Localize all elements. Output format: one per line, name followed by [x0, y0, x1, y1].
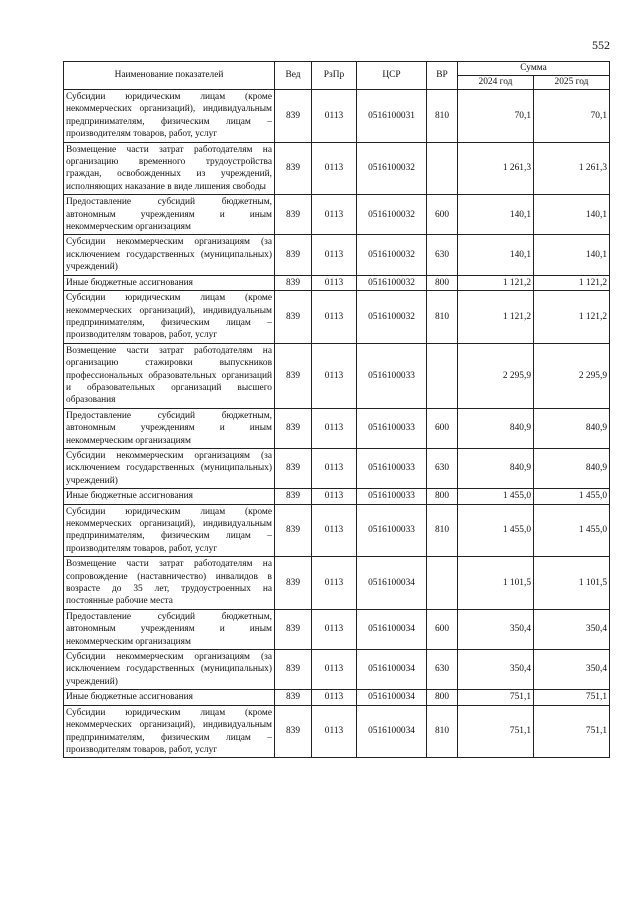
table-row — [64, 705, 610, 758]
cell-ved: 839 — [275, 557, 312, 610]
cell-sum-2025: 1 455,0 — [534, 504, 610, 557]
cell-vr: 800 — [427, 275, 458, 290]
cell-name: Субсидии некоммерческим организациям (за исключением государственных (муниципальных) учреждений) — [64, 650, 275, 690]
cell-csr: 0516100033 — [357, 489, 427, 504]
cell-sum-2025: 1 121,2 — [534, 291, 610, 344]
table-row — [64, 489, 610, 504]
cell-csr: 0516100033 — [357, 343, 427, 408]
cell-sum-2025: 840,9 — [534, 408, 610, 448]
cell-sum-2024: 2 295,9 — [458, 343, 534, 408]
cell-csr: 0516100034 — [357, 690, 427, 705]
cell-ved: 839 — [275, 489, 312, 504]
cell-rzpr: 0113 — [312, 291, 357, 344]
cell-name: Возмещение части затрат работодателям на организацию временного трудоустройства граждан, освобожденных из учреждений, исполняющих наказание в виде лишения свободы — [64, 142, 275, 195]
cell-ved: 839 — [275, 343, 312, 408]
cell-ved: 839 — [275, 690, 312, 705]
header-name: Наименование показателей — [64, 62, 275, 90]
cell-rzpr: 0113 — [312, 142, 357, 195]
cell-sum-2024: 1 121,2 — [458, 275, 534, 290]
cell-ved: 839 — [275, 90, 312, 143]
cell-ved: 839 — [275, 275, 312, 290]
cell-rzpr: 0113 — [312, 705, 357, 758]
cell-name: Субсидии некоммерческим организациям (за исключением государственных (муниципальных) учреждений) — [64, 235, 275, 275]
cell-name: Иные бюджетные ассигнования — [64, 275, 275, 290]
cell-name: Предоставление субсидий бюджетным, автономным учреждениям и иным некоммерческим организациям — [64, 609, 275, 649]
cell-csr: 0516100034 — [357, 557, 427, 610]
table-row — [64, 609, 610, 649]
table-row — [64, 448, 610, 488]
cell-sum-2024: 70,1 — [458, 90, 534, 143]
header-year-2025: 2025 год — [534, 76, 610, 90]
cell-sum-2025: 70,1 — [534, 90, 610, 143]
header-vr: ВР — [427, 62, 458, 90]
cell-vr: 630 — [427, 448, 458, 488]
table-header — [64, 62, 610, 90]
header-ved: Вед — [275, 62, 312, 90]
cell-rzpr: 0113 — [312, 557, 357, 610]
table-row — [64, 408, 610, 448]
cell-vr: 810 — [427, 291, 458, 344]
cell-sum-2025: 350,4 — [534, 609, 610, 649]
cell-vr: 810 — [427, 705, 458, 758]
cell-sum-2024: 1 121,2 — [458, 291, 534, 344]
cell-sum-2024: 350,4 — [458, 609, 534, 649]
cell-rzpr: 0113 — [312, 408, 357, 448]
cell-vr — [427, 557, 458, 610]
cell-csr: 0516100032 — [357, 195, 427, 235]
cell-csr: 0516100033 — [357, 448, 427, 488]
cell-ved: 839 — [275, 195, 312, 235]
cell-rzpr: 0113 — [312, 195, 357, 235]
cell-sum-2024: 1 101,5 — [458, 557, 534, 610]
cell-csr: 0516100032 — [357, 291, 427, 344]
cell-vr — [427, 343, 458, 408]
cell-name: Возмещение части затрат работодателям на сопровождение (наставничество) инвалидов в возрасте до 35 лет, трудоустроенных на постоянные рабочие места — [64, 557, 275, 610]
table-row — [64, 142, 610, 195]
cell-name: Предоставление субсидий бюджетным, автономным учреждениям и иным некоммерческим организациям — [64, 408, 275, 448]
cell-sum-2024: 751,1 — [458, 690, 534, 705]
table-row — [64, 291, 610, 344]
table-row — [64, 195, 610, 235]
cell-vr: 630 — [427, 650, 458, 690]
cell-rzpr: 0113 — [312, 504, 357, 557]
cell-rzpr: 0113 — [312, 609, 357, 649]
cell-ved: 839 — [275, 609, 312, 649]
cell-sum-2024: 751,1 — [458, 705, 534, 758]
cell-sum-2024: 140,1 — [458, 195, 534, 235]
cell-csr: 0516100034 — [357, 705, 427, 758]
cell-name: Возмещение части затрат работодателям на организацию стажировки выпускников профессиональных образовательных организаций и образовательных организаций высшего образования — [64, 343, 275, 408]
cell-sum-2025: 1 455,0 — [534, 489, 610, 504]
cell-sum-2024: 1 261,3 — [458, 142, 534, 195]
cell-csr: 0516100032 — [357, 142, 427, 195]
header-year-2024: 2024 год — [458, 76, 534, 90]
cell-vr — [427, 142, 458, 195]
cell-ved: 839 — [275, 504, 312, 557]
cell-rzpr: 0113 — [312, 275, 357, 290]
cell-sum-2024: 350,4 — [458, 650, 534, 690]
cell-vr: 600 — [427, 609, 458, 649]
cell-sum-2025: 1 121,2 — [534, 275, 610, 290]
budget-table — [63, 61, 610, 758]
table-row — [64, 557, 610, 610]
cell-rzpr: 0113 — [312, 235, 357, 275]
cell-ved: 839 — [275, 235, 312, 275]
cell-sum-2025: 1 101,5 — [534, 557, 610, 610]
cell-ved: 839 — [275, 705, 312, 758]
cell-name: Предоставление субсидий бюджетным, автономным учреждениям и иным некоммерческим организациям — [64, 195, 275, 235]
cell-sum-2024: 1 455,0 — [458, 489, 534, 504]
header-csr: ЦСР — [357, 62, 427, 90]
cell-name: Субсидии юридическим лицам (кроме некоммерческих организаций), индивидуальным предпринимателям, физическим лицам – производителям товаров, работ, услуг — [64, 90, 275, 143]
cell-ved: 839 — [275, 650, 312, 690]
cell-csr: 0516100034 — [357, 609, 427, 649]
table-body — [64, 90, 610, 758]
cell-sum-2025: 751,1 — [534, 690, 610, 705]
cell-csr: 0516100033 — [357, 408, 427, 448]
table-row — [64, 690, 610, 705]
cell-csr: 0516100033 — [357, 504, 427, 557]
cell-name: Субсидии юридическим лицам (кроме некоммерческих организаций), индивидуальным предпринимателям, физическим лицам – производителям товаров, работ, услуг — [64, 504, 275, 557]
cell-vr: 600 — [427, 408, 458, 448]
cell-sum-2025: 350,4 — [534, 650, 610, 690]
table-row — [64, 504, 610, 557]
table-row — [64, 235, 610, 275]
cell-ved: 839 — [275, 291, 312, 344]
cell-sum-2025: 140,1 — [534, 235, 610, 275]
header-sum: Сумма — [458, 62, 610, 76]
cell-name: Иные бюджетные ассигнования — [64, 690, 275, 705]
cell-vr: 630 — [427, 235, 458, 275]
cell-ved: 839 — [275, 408, 312, 448]
cell-name: Субсидии юридическим лицам (кроме некоммерческих организаций), индивидуальным предпринимателям, физическим лицам – производителям товаров, работ, услуг — [64, 705, 275, 758]
cell-csr: 0516100032 — [357, 275, 427, 290]
cell-csr: 0516100032 — [357, 235, 427, 275]
cell-rzpr: 0113 — [312, 343, 357, 408]
table-row — [64, 343, 610, 408]
cell-rzpr: 0113 — [312, 448, 357, 488]
cell-sum-2025: 751,1 — [534, 705, 610, 758]
cell-rzpr: 0113 — [312, 650, 357, 690]
cell-vr: 800 — [427, 690, 458, 705]
table-row — [64, 90, 610, 143]
table-row — [64, 275, 610, 290]
cell-sum-2024: 140,1 — [458, 235, 534, 275]
cell-sum-2025: 840,9 — [534, 448, 610, 488]
cell-sum-2024: 840,9 — [458, 408, 534, 448]
cell-ved: 839 — [275, 142, 312, 195]
cell-sum-2025: 1 261,3 — [534, 142, 610, 195]
cell-name: Иные бюджетные ассигнования — [64, 489, 275, 504]
table-row — [64, 650, 610, 690]
cell-sum-2025: 2 295,9 — [534, 343, 610, 408]
cell-sum-2024: 1 455,0 — [458, 504, 534, 557]
header-rzpr: РзПр — [312, 62, 357, 90]
cell-vr: 800 — [427, 489, 458, 504]
cell-rzpr: 0113 — [312, 489, 357, 504]
cell-vr: 810 — [427, 504, 458, 557]
cell-rzpr: 0113 — [312, 90, 357, 143]
cell-sum-2025: 140,1 — [534, 195, 610, 235]
cell-sum-2024: 840,9 — [458, 448, 534, 488]
cell-csr: 0516100034 — [357, 650, 427, 690]
page-number: 552 — [592, 38, 610, 52]
cell-name: Субсидии юридическим лицам (кроме некоммерческих организаций), индивидуальным предпринимателям, физическим лицам – производителям товаров, работ, услуг — [64, 291, 275, 344]
cell-vr: 810 — [427, 90, 458, 143]
cell-ved: 839 — [275, 448, 312, 488]
cell-vr: 600 — [427, 195, 458, 235]
cell-name: Субсидии некоммерческим организациям (за исключением государственных (муниципальных) учреждений) — [64, 448, 275, 488]
cell-rzpr: 0113 — [312, 690, 357, 705]
cell-csr: 0516100031 — [357, 90, 427, 143]
